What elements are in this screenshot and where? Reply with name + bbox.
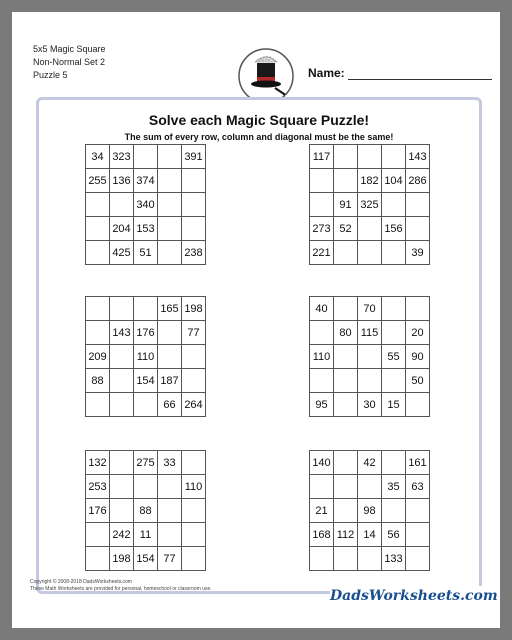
grid-row [310,345,430,369]
grid-row [310,217,430,241]
grid-cell-given: 77 [158,547,182,571]
grid-cell-given: 143 [110,321,134,345]
magic-square-4 [309,296,430,417]
grid-row [86,217,206,241]
grid-row [310,321,430,345]
grid-cell-blank[interactable] [110,475,134,499]
grid-cell-given: 70 [358,297,382,321]
puzzle-number: Puzzle 5 [33,70,68,80]
grid-cell-blank[interactable] [406,393,430,417]
grid-cell-blank[interactable] [406,193,430,217]
name-label: Name: [308,66,345,80]
grid-cell-given: 176 [86,499,110,523]
grid-cell-given: 143 [406,145,430,169]
grid-cell-given: 42 [358,451,382,475]
grid-cell-given: 90 [406,345,430,369]
grid-cell-blank[interactable] [358,475,382,499]
grid-cell-blank[interactable] [334,369,358,393]
grid-cell-given: 15 [382,393,406,417]
grid-cell-blank[interactable] [158,499,182,523]
grid-cell-blank[interactable] [110,369,134,393]
footer-notice [30,579,212,593]
grid-cell-given: 253 [86,475,110,499]
grid-cell-blank[interactable] [158,193,182,217]
grid-cell-blank[interactable] [182,547,206,571]
grid-row [310,241,430,265]
grid-cell-blank[interactable] [358,369,382,393]
grid-cell-blank[interactable] [86,297,110,321]
magic-square-3 [85,296,206,417]
grid-row [86,145,206,169]
grid-cell-blank[interactable] [310,369,334,393]
name-field[interactable] [308,66,492,80]
grid-cell-given: 238 [182,241,206,265]
grid-row [86,321,206,345]
grid-cell-blank[interactable] [158,169,182,193]
grid-cell-blank[interactable] [406,297,430,321]
grid-cell-blank[interactable] [158,217,182,241]
grid-cell-blank[interactable] [358,241,382,265]
grid-cell-blank[interactable] [86,217,110,241]
grid-cell-given: 20 [406,321,430,345]
grid-cell-blank[interactable] [406,547,430,571]
grid-row [86,547,206,571]
magic-square-5 [85,450,206,571]
grid-cell-given: 340 [134,193,158,217]
grid-cell-given: 30 [358,393,382,417]
grid-cell-blank[interactable] [334,451,358,475]
grid-cell-blank[interactable] [134,393,158,417]
worksheet-page [12,12,500,628]
grid-cell-blank[interactable] [310,193,334,217]
grid-cell-given: 110 [182,475,206,499]
grid-row [310,297,430,321]
instructions-title: Solve each Magic Square Puzzle! [148,112,370,128]
grid-cell-blank[interactable] [334,241,358,265]
magic-square-6 [309,450,430,571]
worksheet-type: 5x5 Magic Square [33,44,106,54]
grid-cell-blank[interactable] [110,451,134,475]
grid-cell-given: 117 [310,145,334,169]
grid-cell-blank[interactable] [334,393,358,417]
grid-cell-given: 425 [110,241,134,265]
grid-row [310,193,430,217]
grid-cell-given: 153 [134,217,158,241]
grid-cell-blank[interactable] [310,169,334,193]
grid-cell-given: 88 [86,369,110,393]
grid-cell-blank[interactable] [334,475,358,499]
copyright-text: Copyright © 2008-2018 DadsWorksheets.com [30,579,132,585]
grid-cell-blank[interactable] [182,345,206,369]
grid-cell-blank[interactable] [134,475,158,499]
grid-row [86,345,206,369]
name-line[interactable] [348,67,492,80]
grid-cell-given: 325 [358,193,382,217]
grid-cell-given: 156 [382,217,406,241]
grid-cell-given: 242 [110,523,134,547]
grid-row [310,393,430,417]
grid-row [86,297,206,321]
grid-cell-given: 136 [110,169,134,193]
grid-cell-given: 187 [158,369,182,393]
grid-cell-given: 63 [406,475,430,499]
grid-cell-given: 374 [134,169,158,193]
grid-cell-blank[interactable] [382,145,406,169]
puzzle-panel [36,97,482,594]
grid-cell-given: 286 [406,169,430,193]
grid-cell-blank[interactable] [382,321,406,345]
grid-row [86,169,206,193]
grid-row [310,145,430,169]
grid-cell-blank[interactable] [158,145,182,169]
grid-cell-blank[interactable] [310,475,334,499]
grid-cell-blank[interactable] [358,547,382,571]
grid-cell-blank[interactable] [382,499,406,523]
grid-cell-blank[interactable] [134,145,158,169]
grid-cell-blank[interactable] [182,369,206,393]
grid-cell-given: 14 [358,523,382,547]
grid-cell-given: 204 [110,217,134,241]
grid-cell-given: 95 [310,393,334,417]
worksheet-info [33,43,106,82]
grid-row [86,369,206,393]
grid-row [310,547,430,571]
grid-row [86,393,206,417]
grid-cell-given: 182 [358,169,382,193]
usage-text: These Math Worksheets are provided for personal, homeschool or classroom use. [30,586,212,592]
grid-cell-blank[interactable] [358,145,382,169]
grid-cell-given: 52 [334,217,358,241]
grid-cell-given: 40 [310,297,334,321]
grid-cell-blank[interactable] [158,321,182,345]
grid-row [86,523,206,547]
grid-cell-blank[interactable] [158,475,182,499]
grid-cell-given: 115 [358,321,382,345]
grid-cell-given: 255 [86,169,110,193]
magic-square-1 [85,144,206,265]
grid-cell-given: 88 [134,499,158,523]
grid-cell-blank[interactable] [182,499,206,523]
grid-cell-given: 154 [134,369,158,393]
grid-cell-blank[interactable] [382,369,406,393]
dadsworksheets-logo [330,586,498,606]
grid-cell-given: 91 [334,193,358,217]
grid-cell-blank[interactable] [86,193,110,217]
grid-cell-given: 273 [310,217,334,241]
grid-cell-given: 140 [310,451,334,475]
grid-row [86,451,206,475]
grid-cell-blank[interactable] [182,217,206,241]
grid-cell-blank[interactable] [110,297,134,321]
grid-cell-blank[interactable] [406,217,430,241]
grid-cell-given: 98 [358,499,382,523]
grid-cell-given: 66 [158,393,182,417]
grid-cell-given: 133 [382,547,406,571]
grid-cell-blank[interactable] [382,193,406,217]
grid-cell-given: 132 [86,451,110,475]
grid-cell-blank[interactable] [110,193,134,217]
grid-cell-given: 275 [134,451,158,475]
grid-row [310,369,430,393]
grid-row [86,499,206,523]
grid-cell-given: 112 [334,523,358,547]
grid-cell-given: 264 [182,393,206,417]
grid-cell-given: 391 [182,145,206,169]
grid-cell-blank[interactable] [158,241,182,265]
grid-cell-given: 11 [134,523,158,547]
grid-cell-given: 34 [86,145,110,169]
grid-row [310,499,430,523]
grid-cell-blank[interactable] [86,547,110,571]
grid-cell-given: 50 [406,369,430,393]
grid-cell-blank[interactable] [86,321,110,345]
grid-cell-given: 56 [382,523,406,547]
grid-cell-given: 21 [310,499,334,523]
grid-cell-given: 154 [134,547,158,571]
grid-cell-blank[interactable] [406,523,430,547]
grid-row [86,241,206,265]
grid-cell-blank[interactable] [310,547,334,571]
grid-cell-given: 55 [382,345,406,369]
grid-row [310,169,430,193]
grid-cell-given: 110 [134,345,158,369]
grid-cell-given: 221 [310,241,334,265]
grid-cell-blank[interactable] [110,499,134,523]
grid-cell-blank[interactable] [86,393,110,417]
grid-row [310,475,430,499]
grid-cell-blank[interactable] [334,547,358,571]
grid-cell-blank[interactable] [158,523,182,547]
grid-cell-given: 209 [86,345,110,369]
grid-cell-given: 110 [310,345,334,369]
grid-cell-blank[interactable] [182,169,206,193]
grid-cell-given: 39 [406,241,430,265]
grid-cell-blank[interactable] [406,499,430,523]
grid-cell-given: 165 [158,297,182,321]
grid-cell-blank[interactable] [334,145,358,169]
grid-cell-given: 51 [134,241,158,265]
grid-cell-given: 323 [110,145,134,169]
grid-cell-given: 198 [110,547,134,571]
grid-cell-blank[interactable] [182,523,206,547]
grid-cell-given: 176 [134,321,158,345]
instructions-subtitle: The sum of every row, column and diagonal must be the same! [124,132,394,142]
grid-cell-blank[interactable] [86,241,110,265]
grid-cell-given: 104 [382,169,406,193]
grid-cell-given: 168 [310,523,334,547]
grid-row [310,523,430,547]
grid-cell-blank[interactable] [334,345,358,369]
grid-cell-blank[interactable] [110,393,134,417]
grid-cell-blank[interactable] [382,451,406,475]
grid-cell-blank[interactable] [382,297,406,321]
grid-cell-blank[interactable] [334,297,358,321]
grid-cell-blank[interactable] [182,193,206,217]
grid-cell-blank[interactable] [310,321,334,345]
grid-cell-blank[interactable] [334,169,358,193]
grid-cell-blank[interactable] [86,523,110,547]
grid-cell-blank[interactable] [382,241,406,265]
grid-cell-given: 35 [382,475,406,499]
grid-row [310,451,430,475]
grid-cell-given: 33 [158,451,182,475]
grid-cell-blank[interactable] [334,499,358,523]
grid-cell-blank[interactable] [134,297,158,321]
worksheet-set: Non-Normal Set 2 [33,57,106,67]
grid-cell-given: 198 [182,297,206,321]
grid-cell-blank[interactable] [110,345,134,369]
grid-cell-given: 80 [334,321,358,345]
grid-cell-blank[interactable] [182,451,206,475]
logo-text: DadsWorksheets.com [330,588,498,604]
grid-cell-blank[interactable] [358,345,382,369]
grid-row [86,193,206,217]
grid-cell-blank[interactable] [358,217,382,241]
grid-cell-given: 77 [182,321,206,345]
grid-row [86,475,206,499]
grid-cell-given: 161 [406,451,430,475]
grid-cell-blank[interactable] [158,345,182,369]
magic-square-2 [309,144,430,265]
